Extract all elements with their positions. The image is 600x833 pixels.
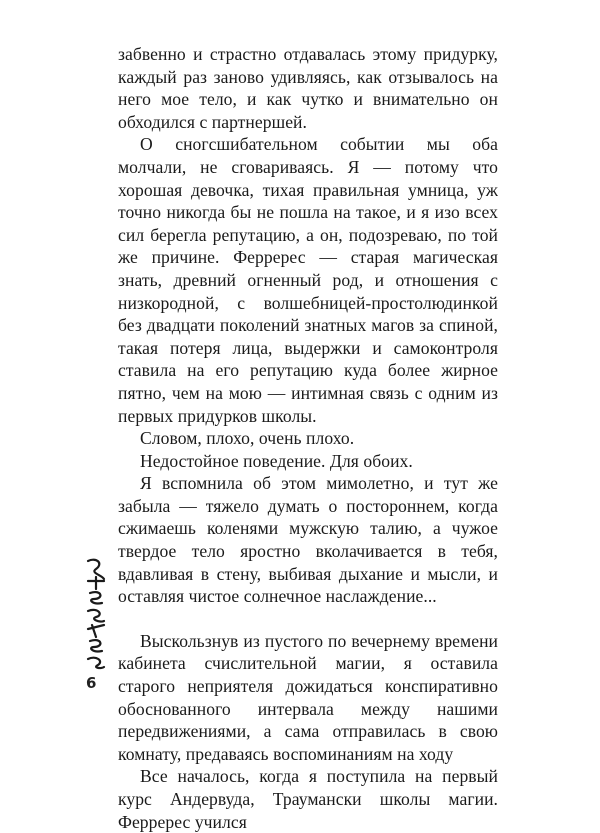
page-sidebar xyxy=(82,555,110,675)
paragraph-5: Я вспомнила об этом мимолетно, и тут же забыла — тяжело думать о постороннем, когда сжимаешь коленями мужскую талию, а чужое твердое тело яростно вколачивается в тебя, вдавливая в стену, выбивая дыхание и мысли, и оставляя чистое солнечное наслаждение... xyxy=(118,473,498,607)
author-logo xyxy=(82,555,110,670)
page-number: 6 xyxy=(86,674,97,692)
paragraph-2: О сногсшибательном событии мы оба молчали, не сговариваясь. Я — потому что хорошая девочка, тихая правильная умница, уж точно никогда бы не пошла на такое, и я изо всех сил берегла репутацию, а он, подозреваю, по той же причине. Ферререс — старая магическая знать, древний огненный род, и отношения с низкородной, с волшебницей-простолюдинкой без двадцати поколений знатных магов за спиной, такая потеря лица, выдержки и самоконтроля ставила на его репутацию куда более жирное пятно, чем на мою — интимная связь с одним из первых придурков школы. xyxy=(118,134,498,426)
paragraph-1: забвенно и страстно отдавалась этому придурку, каждый раз заново удивляясь, как отзывалось на него мое тело, и как чутко и внимательно он обходился с партнершей. xyxy=(118,44,498,132)
paragraph-3: Словом, плохо, очень плохо. xyxy=(140,428,355,449)
paragraph-4: Недостойное поведение. Для обоих. xyxy=(140,450,413,471)
paragraph-6: Выскользнув из пустого по вечернему времени кабинета счислительной магии, я оставила старого неприятеля дожидаться конспиративно обоснованного интервала между нашими передвижениями, а сама отправилась в свою комнату, предаваясь воспоминаниям на ходу xyxy=(118,630,498,764)
body-text xyxy=(118,43,498,833)
paragraph-7: Все началось, когда я поступила на первый курс Андервуда, Траумански школы магии. Ферререс учился xyxy=(118,766,498,832)
